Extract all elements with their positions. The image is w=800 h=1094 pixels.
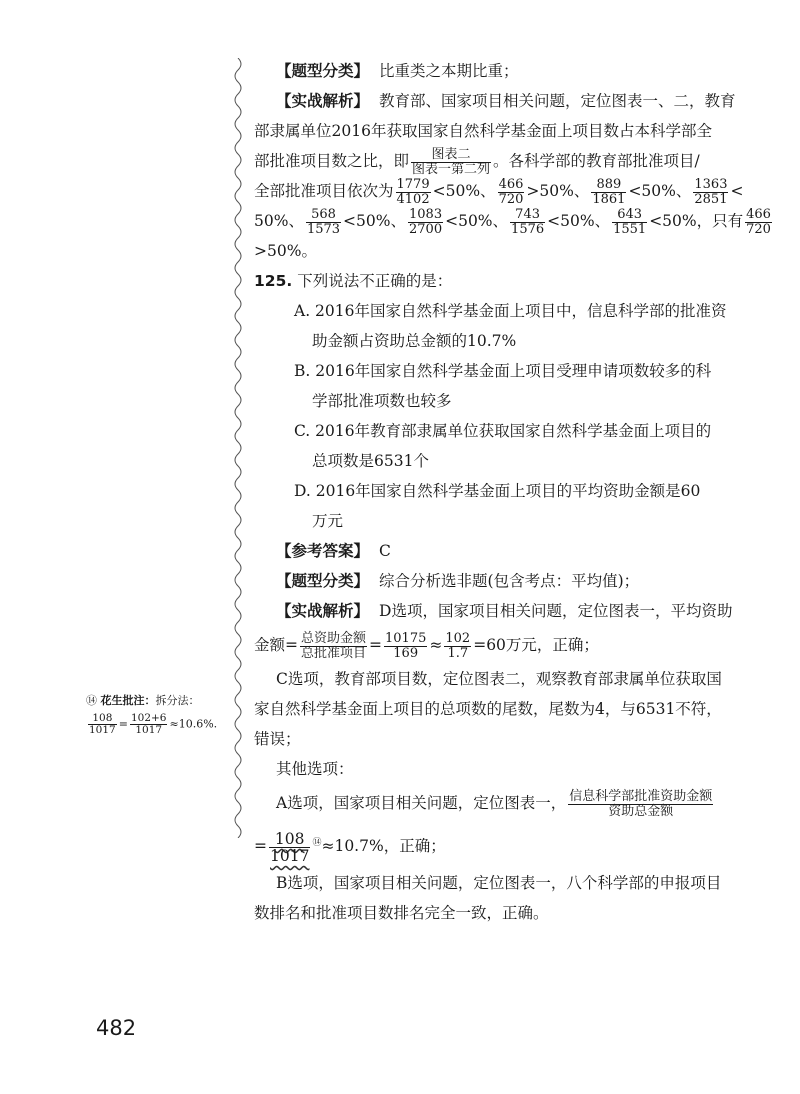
- option-c-cont: 总项数是6531个: [312, 452, 429, 471]
- ratio-list-line: 全部批准项目依次为 $\frac{1779}{4102}$ <50%、 $\frac{466}{720}$ >50%、 $\frac{889}{1861}$ <50%、 $\frac{1363}{2851}$ <: [254, 177, 744, 207]
- fraction: $\frac{466}{720}$: [498, 177, 524, 207]
- tag-answer: 【参考答案】: [276, 542, 370, 561]
- fraction: $\frac{743}{1576}$: [511, 207, 545, 237]
- margin-fraction: $\frac{102+6}{1017}$: [130, 712, 167, 737]
- margin-note: ⑭ 花生批注：拆分法： $\frac{108}{1017}$ = $\frac{102+6}{1017}$ ≈10.6%.: [86, 694, 218, 737]
- analysis-line: B选项，国家项目相关问题，定位图表一，八个科学部的申报项目: [276, 873, 722, 892]
- tag-type-classification: 【题型分类】: [276, 62, 370, 80]
- tag-analysis: 【实战解析】: [276, 602, 370, 621]
- fraction: $\frac{466}{720}$: [746, 207, 771, 237]
- margin-fraction: $\frac{108}{1017}$: [89, 712, 116, 737]
- margin-note-method: 拆分法：: [155, 694, 200, 707]
- answer-line: [254, 536, 726, 566]
- fraction: $\frac{10175}{169}$: [385, 631, 427, 661]
- ratio-list-line: 50%、 $\frac{568}{1573}$ <50%、 $\frac{1083}{2700}$ <50%、 $\frac{743}{1576}$ <50%、 $\frac{643}{1551}$ <50%，只有 $\frac{466}{720}$: [254, 207, 771, 237]
- fraction: $\frac{\text{总资助金额}}{\text{总批准项目}}$: [301, 631, 367, 661]
- option-c: C. 2016年教育部隶属单位获取国家自然科学基金面上项目的: [294, 422, 712, 441]
- fraction-underlined: $\frac{108}{1017}$: [270, 829, 310, 866]
- main-text: [254, 56, 771, 928]
- analysis-line: 【实战解析】 D选项，国家项目相关问题，定位图表一，平均资助: [276, 602, 733, 621]
- analysis-line: 【实战解析】 教育部、国家项目相关问题，定位图表一、二，教育: [276, 92, 736, 110]
- answer-value: C: [379, 542, 391, 561]
- type-classification-line: 【题型分类】 综合分析选非题(包含考点：平均值)；: [276, 572, 640, 591]
- tag-type-classification: 【题型分类】: [276, 572, 370, 591]
- question-stem: 125. 下列说法不正确的是：: [254, 272, 453, 291]
- analysis-line: 错误；: [254, 730, 301, 749]
- margin-note-title: 花生批注：: [100, 694, 156, 707]
- type-classification-line: 【题型分类】 比重类之本期比重；: [276, 62, 519, 80]
- analysis-line: 部批准项目数之比，即 $\frac{\text{图表二}}{\text{图表一第二列}}$ 。各科学部的教育部批准项目/: [254, 146, 700, 177]
- page-number: 482: [96, 1016, 137, 1040]
- option-b-cont: 学部批准项数也较多: [312, 392, 452, 411]
- formula-line: A选项，国家项目相关问题，定位图表一， $\frac{\text{信息科学部批准资助金额}}{\text{资助总金额}}$: [276, 789, 713, 819]
- option-d-cont: 万元: [312, 512, 344, 531]
- question-number: 125.: [254, 272, 293, 291]
- option-d: D. 2016年国家自然科学基金面上项目的平均资助金额是60: [294, 482, 701, 501]
- fraction: $\frac{1083}{2700}$: [409, 207, 443, 237]
- other-options-heading: 其他选项：: [276, 760, 354, 779]
- analysis-line: C选项，教育部项目数，定位图表二，观察教育部隶属单位获取国: [276, 670, 722, 689]
- option-b: B. 2016年国家自然科学基金面上项目受理申请项数较多的科: [294, 362, 712, 381]
- analysis-line: 家自然科学基金面上项目的总项数的尾数，尾数为4，与6531不符，: [254, 700, 722, 719]
- formula-line: 金额= $\frac{\text{总资助金额}}{\text{总批准项目}}$ = $\frac{10175}{169}$ ≈ $\frac{102}{1.7}$ =60万元，正确；: [254, 631, 599, 661]
- fraction: $\frac{\text{信息科学部批准资助金额}}{\text{资助总金额}}$: [569, 789, 713, 819]
- analysis-line: 部隶属单位2016年获取国家自然科学基金面上项目数占本科学部全: [254, 122, 712, 140]
- fraction: $\frac{889}{1861}$: [592, 177, 626, 207]
- fraction: $\frac{\text{图表二}}{\text{图表一第二列}}$: [412, 146, 491, 177]
- fraction: $\frac{1779}{4102}$: [396, 177, 430, 207]
- fraction: $\frac{1363}{2851}$: [694, 177, 728, 207]
- analysis-line: 数排名和批准项目数排名完全一致，正确。: [254, 903, 549, 922]
- fraction: $\frac{102}{1.7}$: [445, 631, 471, 661]
- tag-analysis: 【实战解析】: [276, 92, 370, 110]
- annotation-marker: ⑭: [312, 838, 322, 849]
- option-a-cont: 助金额占资助总金额的10.7%: [312, 332, 517, 351]
- option-a: A. 2016年国家自然科学基金面上项目中，信息科学部的批准资: [294, 302, 727, 321]
- formula-line: = $\frac{108}{1017}$ ⑭≈10.7%，正确；: [254, 829, 446, 866]
- margin-result: ≈10.6%.: [169, 717, 218, 731]
- annotation-marker: ⑭: [86, 694, 97, 707]
- analysis-line: >50%。: [254, 242, 317, 261]
- fraction: $\frac{643}{1551}$: [613, 207, 647, 237]
- fraction: $\frac{568}{1573}$: [306, 207, 341, 237]
